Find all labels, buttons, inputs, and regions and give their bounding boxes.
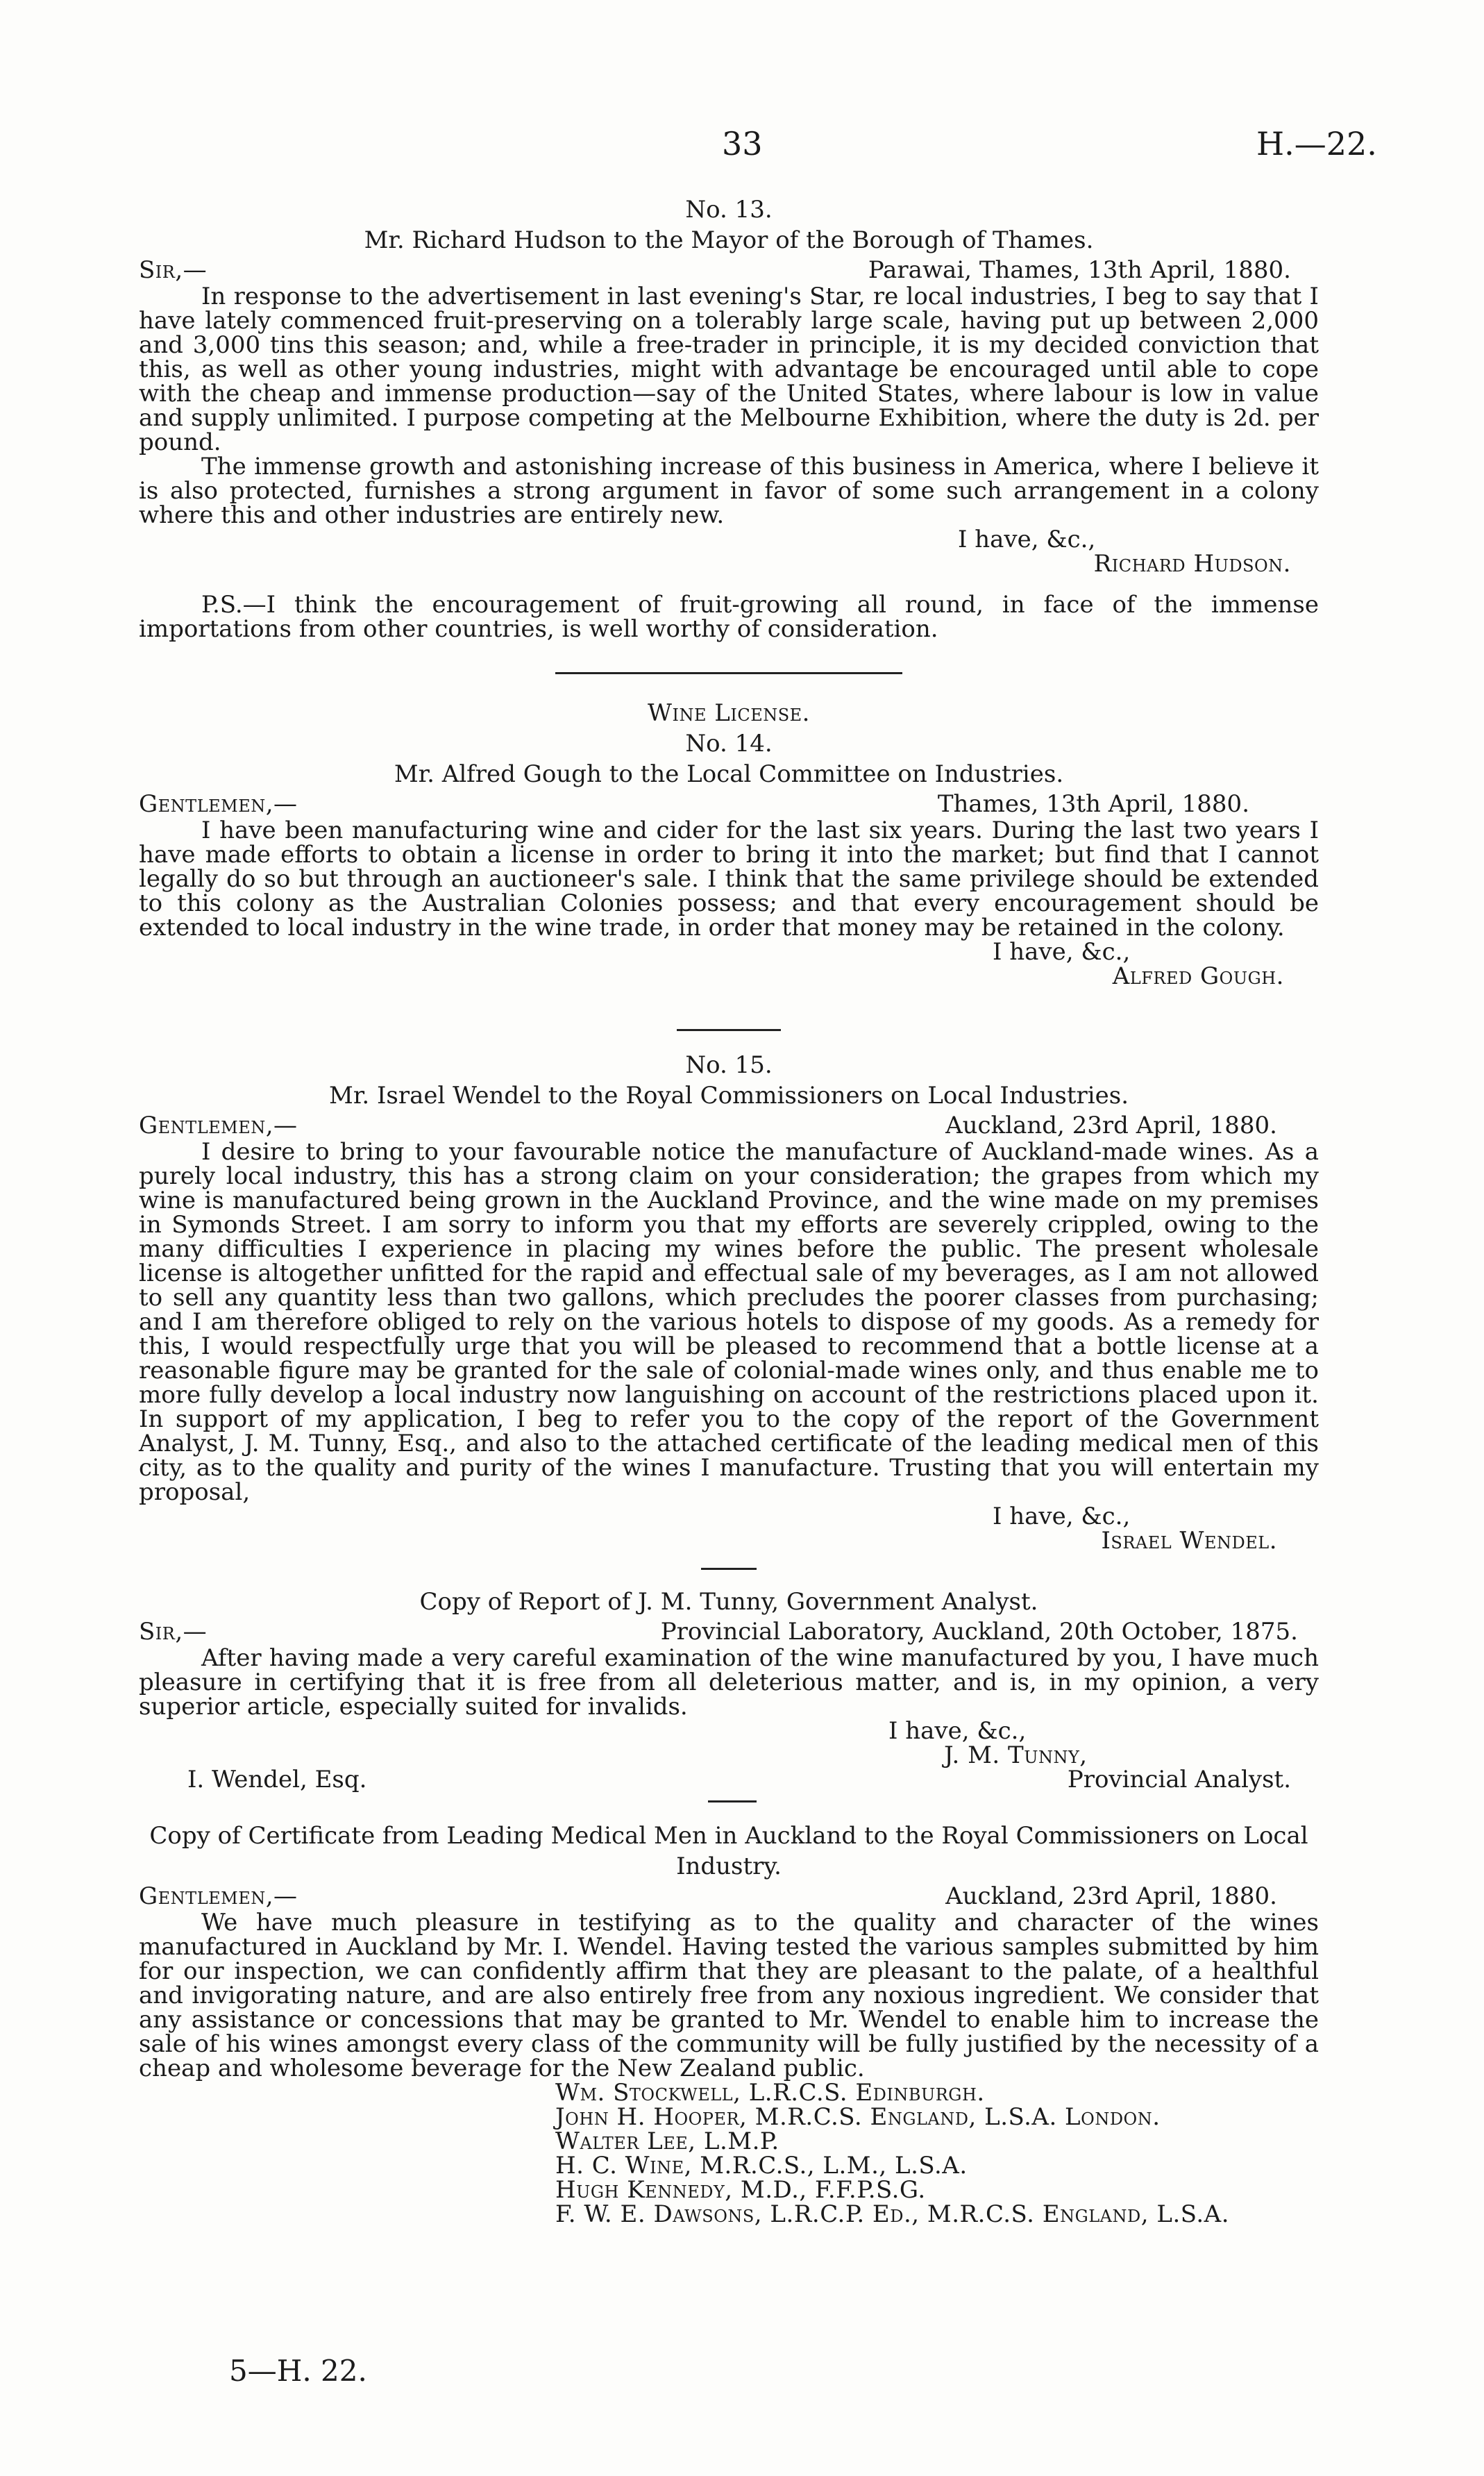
salutation: Gentlemen,— — [139, 790, 298, 818]
postscript: P.S.—I think the encouragement of fruit-growing all round, in face of the immense importations from other countries, is well worthy of consideration. — [139, 591, 1319, 643]
closing: I have, &c., — [888, 1717, 1027, 1745]
signatory: Hugh Kennedy, M.D., F.F.P.S.G. — [555, 2176, 926, 2204]
section-divider — [555, 672, 902, 674]
signatories-list — [139, 2081, 1319, 2227]
letter-title: Mr. Israel Wendel to the Royal Commissioners on Local Industries. — [329, 1082, 1129, 1110]
certificate-title: Copy of Certificate from Leading Medical Men in Auckland to the Royal Commissioners on Local Industry. — [149, 1822, 1308, 1880]
signature: Richard Hudson. — [1093, 550, 1291, 578]
salutation: Sir,— — [139, 256, 208, 284]
letter-number: No. 15. — [685, 1051, 773, 1079]
letter-number: No. 14. — [685, 730, 773, 758]
paragraph: I have been manufacturing wine and cider for the last six years. During the last two years I have made efforts to obtain a license in order to bring it into the market; but find that I cannot legally do so but through an auctioneer's sale. I think that the same privilege should be extended to this colony as the Australian Colonies possess; and that every encouragement should be extended to local industry in the wine trade, in order that money may be retained in the colony. — [139, 817, 1319, 942]
salutation: Gentlemen,— — [139, 1882, 298, 1910]
signatory: H. C. Wine, M.R.C.S., L.M., L.S.A. — [555, 2152, 968, 2180]
signature: Israel Wendel. — [1101, 1527, 1277, 1555]
salutation-line — [139, 1111, 1319, 1140]
paragraph: In response to the advertisement in last evening's Star, re local industries, I beg to say that I have lately commenced fruit-preserving on a tolerably large scale, having put up between 2,000 and 3,000 tins this season; and, while a free-trader in principle, it is my decided conviction that this, as well as other young industries, might with advantage be encouraged until able to cope with the cheap and immense production—say of the United States, where labour is low in value and supply unlimited. I purpose competing at the Melbourne Exhibition, where the duty is 2d. per pound. — [139, 283, 1319, 456]
addressee: I. Wendel, Esq. — [187, 1766, 367, 1793]
section-divider — [708, 1800, 757, 1802]
place-date: Thames, 13th April, 1880. — [937, 790, 1249, 818]
paragraph: I desire to bring to your favourable notice the manufacture of Auckland-made wines. As a purely local industry, this has a strong claim on your consideration; the grapes from which my wine is manufactured being grown in the Auckland Province, and the wine made on my premises in Symonds Street. I am sorry to inform you that my efforts are severely crippled, owing to the many difficulties I experience in placing my wines before the public. The present wholesale license is altogether unfitted for the rapid and effectual sale of my beverages, as I am not allowed to sell any quantity less than two gallons, which precludes the poorer classes from purchasing; and I am therefore obliged to rely on the various hotels to dispose of my goods. As a remedy for this, I would respectfully urge that you will be pleased to recommend that a bottle license at a reasonable figure may be granted for the sale of colonial-made wines only, and thus enable me to more fully develop a local industry now languishing on account of the restrictions placed upon it. In support of my application, I beg to refer you to the copy of the report of the Government Analyst, J. M. Tunny, Esq., and also to the attached certificate of the leading medical men of this city, as to the quality and purity of the wines I manufacture. Trusting that you will entertain my proposal, — [139, 1138, 1319, 1506]
signature: J. M. Tunny, — [944, 1741, 1088, 1769]
salutation-line — [139, 789, 1319, 819]
footer-signature-mark: 5—H. 22. — [229, 2354, 367, 2388]
signature: Alfred Gough. — [1112, 962, 1284, 990]
salutation-line — [139, 1617, 1319, 1646]
salutation: Gentlemen,— — [139, 1112, 298, 1139]
section-divider — [701, 1568, 757, 1570]
signature-title: Provincial Analyst. — [1067, 1766, 1291, 1793]
section-heading: Wine License. — [648, 699, 810, 727]
paragraph: The immense growth and astonishing increase of this business in America, where I believe it is also protected, furnishes a strong argument in favor of some such arrangement in a colony where this and other industries are entirely new. — [139, 453, 1319, 529]
closing: I have, &c., — [993, 1503, 1131, 1530]
letter-title: Mr. Alfred Gough to the Local Committee on Industries. — [394, 760, 1064, 788]
place-date: Provincial Laboratory, Auckland, 20th October, 1875. — [660, 1618, 1298, 1646]
place-date: Parawai, Thames, 13th April, 1880. — [868, 256, 1291, 284]
signatory: Walter Lee, L.M.P. — [555, 2127, 779, 2155]
paragraph: We have much pleasure in testifying as to the quality and character of the wines manufactured in Auckland by Mr. I. Wendel. Having tested the various samples submitted by him for our inspection, we can confidently affirm that they are pleasant to the palate, of a healthful and invigorating nature, and are also entirely free from any noxious ingredient. We consider that any assistance or concessions that may be granted to Mr. Wendel to enable him to increase the sale of his wines amongst every class of the community will be fully justified by the necessity of a cheap and wholesome beverage for the New Zealand public. — [139, 1909, 1319, 2082]
paragraph: After having made a very careful examination of the wine manufactured by you, I have much pleasure in certifying that it is free from all deleterious matter, and is, in my opinion, a very superior article, especially suited for invalids. — [139, 1644, 1319, 1721]
analyst-report — [139, 1587, 1319, 1792]
closing: I have, &c., — [958, 526, 1096, 553]
signatory: Wm. Stockwell, L.R.C.S. Edinburgh. — [555, 2079, 985, 2107]
letter-15 — [139, 1050, 1319, 1553]
addressee-line — [139, 1768, 1319, 1792]
place-date: Auckland, 23rd April, 1880. — [945, 1112, 1277, 1139]
letter-title: Mr. Richard Hudson to the Mayor of the Borough of Thames. — [364, 226, 1094, 254]
medical-certificate — [139, 1821, 1319, 2227]
document-reference: H.—22. — [1256, 125, 1377, 162]
section-divider — [677, 1029, 781, 1031]
closing: I have, &c., — [993, 938, 1131, 966]
report-title: Copy of Report of J. M. Tunny, Government Analyst. — [419, 1588, 1038, 1616]
letter-number: No. 13. — [685, 196, 773, 224]
place-date: Auckland, 23rd April, 1880. — [945, 1882, 1277, 1910]
signatory: John H. Hooper, M.R.C.S. England, L.S.A. London. — [555, 2103, 1161, 2131]
signatory: F. W. E. Dawsons, L.R.C.P. Ed., M.R.C.S. England, L.S.A. — [555, 2200, 1230, 2228]
salutation: Sir,— — [139, 1618, 208, 1646]
salutation-line — [139, 256, 1319, 285]
salutation-line — [139, 1882, 1319, 1911]
letter-14 — [139, 698, 1319, 989]
letter-13 — [139, 194, 1319, 642]
page-number: 33 — [722, 125, 763, 162]
